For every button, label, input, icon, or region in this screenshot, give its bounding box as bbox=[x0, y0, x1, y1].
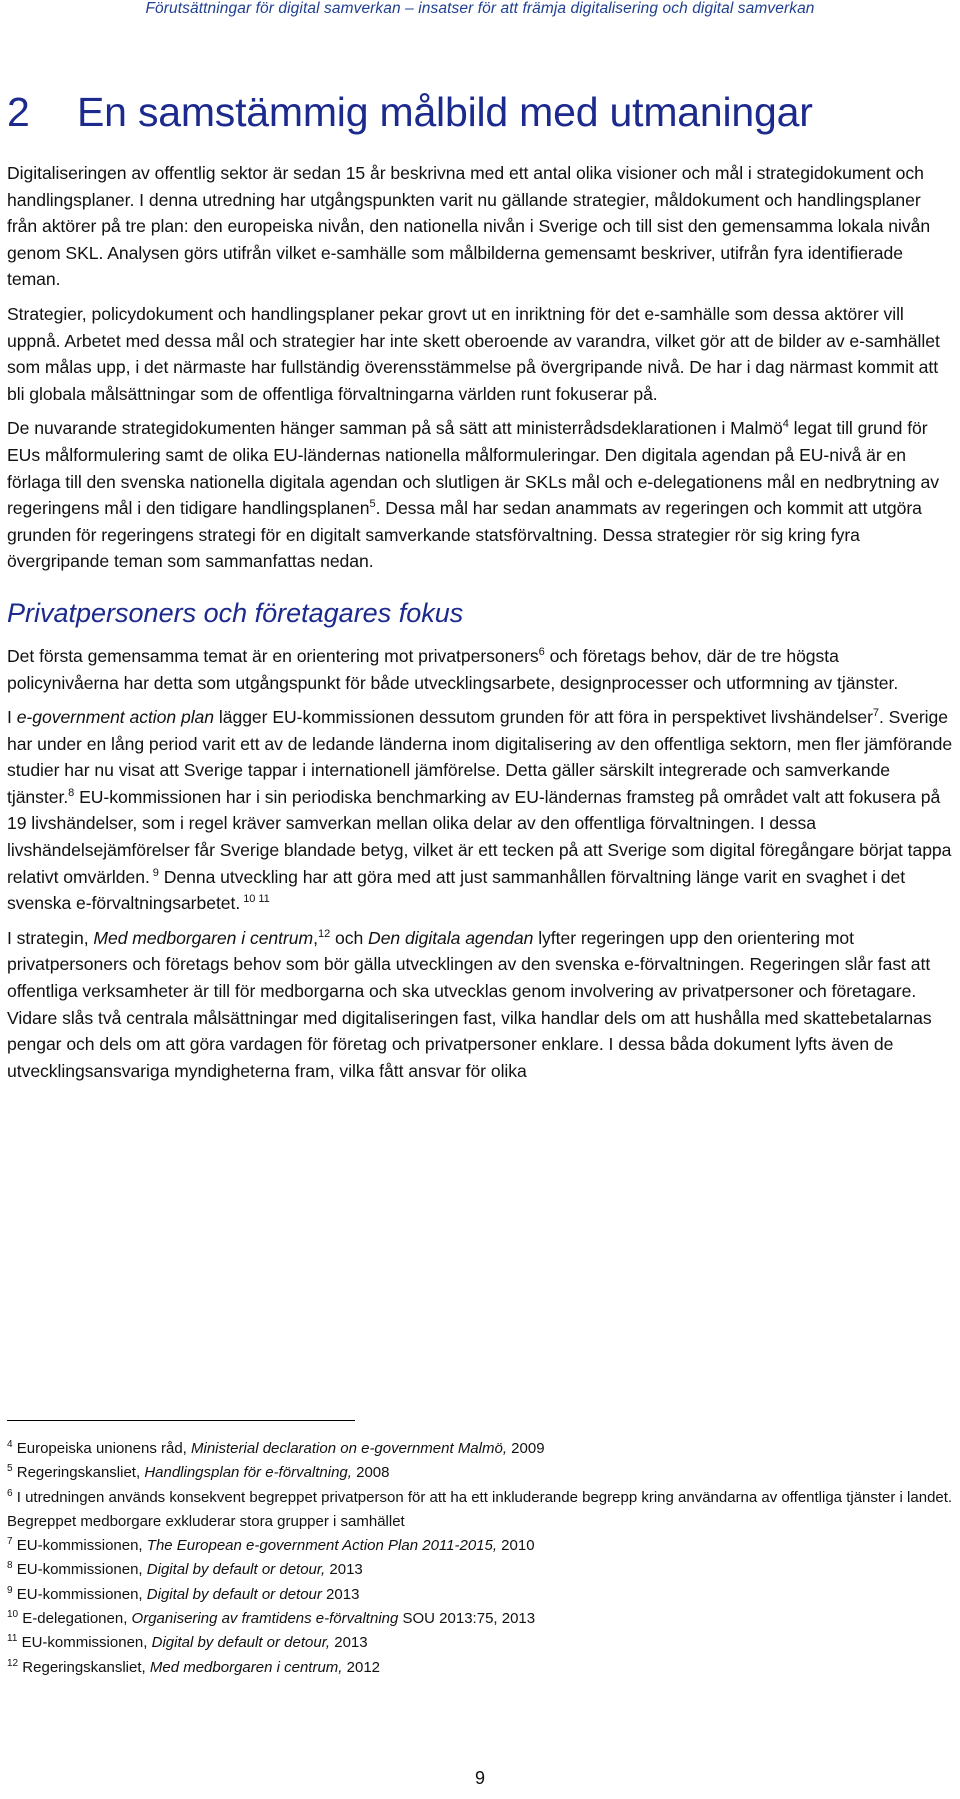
footnote-title: Ministerial declaration on e-government Malmö, bbox=[191, 1440, 507, 1457]
footnote-text: Regeringskansliet, bbox=[22, 1658, 150, 1676]
footnote-text: 2013 bbox=[330, 1634, 368, 1652]
footnote-ref-10-11[interactable]: 10 11 bbox=[240, 893, 270, 906]
text-run: och företags behov, där de tre högsta policynivåerna har detta som utgångspunkt för både utvecklingsarbete, designprocesser och utformning av tjänster. bbox=[7, 645, 899, 693]
footnote-text: 2009 bbox=[507, 1440, 545, 1457]
footnote-text: 2010 bbox=[497, 1537, 535, 1555]
footnote-ref-4[interactable]: 4 bbox=[782, 418, 789, 431]
footnote-title: Digital by default or detour, bbox=[151, 1634, 331, 1652]
footnote-title: Handlingsplan för e-förvaltning, bbox=[144, 1464, 352, 1482]
footnote-number: 11 bbox=[7, 1633, 18, 1645]
chapter-heading bbox=[7, 86, 955, 138]
footnote-title: Digital by default or detour, bbox=[146, 1561, 326, 1579]
footnote-text: EU-kommissionen, bbox=[21, 1634, 152, 1652]
footnote-separator bbox=[7, 1420, 355, 1421]
footnote-ref-8[interactable]: 8 bbox=[68, 787, 75, 800]
footnote-text: 2008 bbox=[351, 1464, 390, 1482]
running-header: Förutsättningar för digital samverkan – insatser för att främja digitalisering och digital samverkan bbox=[145, 0, 815, 17]
footnote bbox=[7, 1437, 955, 1461]
footnote-ref-12[interactable]: 12 bbox=[318, 927, 331, 940]
footnote-ref-7[interactable]: 7 bbox=[872, 707, 879, 720]
text-run: , bbox=[313, 927, 318, 948]
emphasis-title: e-government action plan bbox=[16, 707, 215, 728]
footnote bbox=[7, 1607, 955, 1631]
footnote-ref-6[interactable]: 6 bbox=[538, 646, 545, 659]
footnote-number: 8 bbox=[7, 1560, 13, 1572]
text-run: och bbox=[330, 927, 369, 948]
chapter-number: 2 bbox=[7, 89, 30, 135]
paragraph-intro: Digitaliseringen av offentlig sektor är sedan 15 år beskrivna med ett antal olika visioner och mål i strategidokument och handlingsplaner. I denna utredning har utgångspunkten varit nu gällande strategier, måldokument och handlingsplaner från aktörer på tre plan: den europeiska nivån, den nationella nivån i Sverige och till sist den gemensamma lokala nivån genom SKL. Analysen görs utifrån vilket e-samhälle som målbilderna gemensamt beskriver, utifrån fyra identifierade teman. bbox=[7, 163, 931, 290]
footnote-number: 6 bbox=[7, 1487, 13, 1499]
footnote-text: 2013 bbox=[321, 1585, 360, 1603]
footnote-text: EU-kommissionen, bbox=[16, 1537, 147, 1555]
paragraph-first-theme bbox=[7, 643, 955, 696]
text-run: lägger EU-kommissionen dessutom grunden för att föra in perspektivet livshändelser bbox=[214, 707, 873, 728]
text-run: De nuvarande strategidokumenten hänger samman på så sätt att ministerrådsdeklarationen i Malmö bbox=[7, 418, 783, 439]
paragraph-action-plan bbox=[7, 704, 955, 917]
text-run: legat till grund för EUs målformulering samt de olika EU-ländernas nationella målformuleringar. Den digitala agendan på EU-nivå är en förlaga till den svenska nationella digitala agendan och slutligen är SKLs mål och e-delegationens mål en nedbrytning av regeringens mål i den tidigare handlingsplanen bbox=[7, 418, 939, 519]
text-run: Denna utveckling har att göra med att just sammanhållen förvaltning länge varit en svaghet i det svenska e-förvaltningsarbetet. bbox=[7, 866, 906, 914]
footnote-ref-9[interactable]: 9 bbox=[149, 866, 159, 879]
footnote-text: E-delegationen, bbox=[22, 1610, 132, 1628]
text-run: . Sverige har under en lång period varit ett av de ledande länderna inom digitalisering av den offentliga sektorn, men fler jämförande studier har nu visat att Sverige tappar i internationell jämförelse. Detta gäller särskilt integrerade och samverkande tjänster. bbox=[7, 707, 953, 807]
footnote-title: Digital by default or detour bbox=[146, 1585, 322, 1603]
emphasis-title: Den digitala agendan bbox=[368, 927, 534, 948]
section-heading: Privatpersoners och företagares fokus bbox=[7, 597, 464, 628]
text-run: I strategin, bbox=[7, 927, 94, 948]
footnote-text: SOU 2013:75, 2013 bbox=[398, 1610, 536, 1628]
footnote-title: Organisering av framtidens e-förvaltning bbox=[131, 1610, 399, 1628]
paragraph-strategies: Strategier, policydokument och handlingsplaner pekar grovt ut en inriktning för det e-samhälle som dessa aktörer vill uppnå. Arbetet med dessa mål och strategier har inte skett oberoende av varandra, vilket gör att de bilder av e-samhället som målas upp, i det närmaste har fullständig överensstämmelse på övergripande nivå. De har i dag närmast kommit att bli globala målsättningar som de offentliga förvaltningarna världen runt fokuserar på. bbox=[7, 303, 940, 404]
text-run: Det första gemensamma temat är en orientering mot privatpersoners bbox=[7, 645, 539, 666]
footnote-number: 7 bbox=[7, 1536, 13, 1548]
footnote-text: EU-kommissionen, bbox=[16, 1585, 147, 1603]
footnote-text: 2013 bbox=[325, 1561, 363, 1579]
footnotes bbox=[7, 1437, 955, 1680]
emphasis-title: Med medborgaren i centrum bbox=[93, 927, 314, 948]
page-number: 9 bbox=[474, 1768, 485, 1788]
footnote-title: Med medborgaren i centrum, bbox=[149, 1658, 343, 1676]
footnote-text: 2012 bbox=[342, 1658, 381, 1676]
text-run: EU-kommissionen har i sin periodiska benchmarking av EU-ländernas framsteg på området valt att fokusera på 19 livshändelser, som i regel kräver samverkan mellan olika delar av den offentliga förvaltningen. I dessa livshändelsejämförelser får Sverige blandade betyg, vilket är ett tecken på att Sverige som digital föregångare börjat tappa relativt omvärlden. bbox=[7, 786, 952, 887]
footnote-number: 9 bbox=[7, 1584, 13, 1596]
footnote bbox=[7, 1461, 955, 1485]
footnote-text: I utredningen används konsekvent begreppet privatperson för att ha ett inkluderande begrepp kring användarna av offentliga tjänster i landet. Begreppet medborgare exkluderar stora grupper i samhället bbox=[7, 1488, 953, 1530]
footnote bbox=[7, 1656, 955, 1680]
footnote-number: 4 bbox=[7, 1439, 13, 1450]
footnote-number: 10 bbox=[7, 1609, 19, 1621]
footnote-number: 5 bbox=[7, 1463, 13, 1475]
footnote-text: EU-kommissionen, bbox=[16, 1561, 147, 1579]
footnote bbox=[7, 1486, 955, 1535]
footnote-text: Regeringskansliet, bbox=[16, 1464, 145, 1482]
footnote-text: Europeiska unionens råd, bbox=[16, 1440, 192, 1457]
text-run: lyfter regeringen upp den orientering mot privatpersoners och företags behov som bör gälla utvecklingen av den svenska e-förvaltningen. Regeringen slår fast att offentliga verksamheter är till för medborgarna och ska utvecklas genom involvering av privatpersoner och företagare. Vidare slås två centrala målsättningar med digitaliseringen fast, vilka handlar dels om att hushålla med skattebetalarnas pengar och dels om att göra vardagen för företag och privatpersoner enklare. I dessa båda dokument lyfts även de utvecklingsansvariga myndigheterna fram, vilka fått ansvar för olika bbox=[7, 927, 932, 1081]
footnote bbox=[7, 1631, 955, 1655]
paragraph-strategy-documents bbox=[7, 415, 955, 575]
text-run: . Dessa mål har sedan anammats av regeringen och kommit att utgöra grunden för regeringens strategi för en digitalt samverkande statsförvaltning. Dessa strategier rör sig kring fyra övergripande teman som sammanfattas nedan. bbox=[7, 498, 922, 572]
footnote-ref-5[interactable]: 5 bbox=[369, 498, 376, 511]
paragraph-strategy bbox=[7, 925, 955, 1085]
footnote bbox=[7, 1534, 955, 1558]
chapter-title: En samstämmig målbild med utmaningar bbox=[77, 89, 813, 135]
footnote-number: 12 bbox=[7, 1657, 19, 1669]
text-run: I bbox=[7, 707, 17, 728]
footnote bbox=[7, 1558, 955, 1582]
footnote bbox=[7, 1583, 955, 1607]
footnote-title: The European e-government Action Plan 2011-2015, bbox=[146, 1537, 498, 1555]
main-content bbox=[7, 86, 955, 1092]
